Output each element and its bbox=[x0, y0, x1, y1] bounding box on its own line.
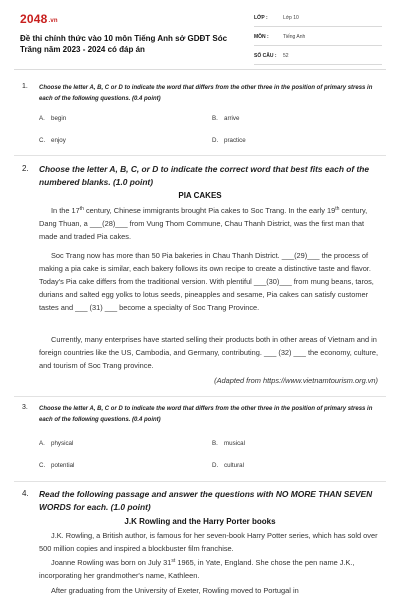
meta-class-row bbox=[254, 12, 382, 27]
question-number: 1. bbox=[22, 83, 28, 90]
document-meta bbox=[254, 12, 382, 69]
meta-key: MÔN : bbox=[254, 34, 269, 40]
header-divider bbox=[14, 69, 386, 70]
option-c[interactable]: C. potential bbox=[39, 462, 75, 469]
question-divider bbox=[14, 155, 386, 156]
passage-paragraph: Soc Trang now has more than 50 Pia bakeries in Chau Thanh District. ___(29)___ the process of making a pia cake is similar, each bakery follows its own recipe to create a distinctive taste and flavor. Today's Pia cake differs from the traditional version. With plentiful ___(30)___ from mung beans, taros, durians and salted egg yolks to lotus seeds, pineapples and sesame, Pia cakes can satisfy customer tastes and ___ (31) ___ become a specialty of Soc Trang Province. bbox=[39, 251, 374, 312]
option-d[interactable]: D. practice bbox=[212, 137, 246, 144]
question-text: Read the following passage and answer the questions with NO MORE THAN SEVEN WORDS for each. (1.0 point) bbox=[39, 489, 373, 512]
meta-subject-row bbox=[254, 31, 382, 46]
option-b[interactable]: B. musical bbox=[212, 440, 245, 447]
question-text: Choose the letter A, B, C or D to indicate the word that differs from the other three in the position of primary stress in each of the following questions. (0.4 point) bbox=[39, 406, 373, 423]
question-text: Choose the letter A, B, C, or D to indicate the correct word that best fits each of the numbered blanks. (1.0 point) bbox=[39, 164, 370, 187]
meta-value: 52 bbox=[283, 53, 289, 59]
page-header bbox=[0, 0, 400, 68]
question-divider bbox=[14, 481, 386, 482]
option-a[interactable]: A. physical bbox=[39, 440, 74, 447]
option-d[interactable]: D. cultural bbox=[212, 462, 244, 469]
question-text: Choose the letter A, B, C or D to indicate the word that differs from the other three in the position of primary stress in each of the following questions. (0.4 point) bbox=[39, 85, 373, 102]
question-number: 2. bbox=[22, 164, 29, 173]
document-title: Đề thi chính thức vào 10 môn Tiếng Anh sở GDĐT Sóc Trăng năm 2023 - 2024 có đáp án bbox=[20, 34, 228, 54]
passage-paragraph: In the 17th century, Chinese immigrants brought Pia cakes to Soc Trang. In the early 19th century, Dang Thuan, a ___(28)___ from Vung Thom Commune, Chau Thanh District, was the first man that made and traded Pia cakes. bbox=[39, 206, 368, 241]
question-divider bbox=[14, 396, 386, 397]
passage-title: PIA CAKES bbox=[178, 191, 222, 200]
meta-count-row bbox=[254, 50, 382, 65]
meta-value: Lớp 10 bbox=[283, 15, 299, 21]
meta-key: SỐ CÂU : bbox=[254, 53, 277, 59]
passage-paragraph: J.K. Rowling, a British author, is famous for her seven-book Harry Potter series, which has sold over 500 million copies and inspired a blockbuster film franchise. bbox=[39, 531, 378, 553]
meta-value: Tiếng Anh bbox=[283, 34, 306, 40]
meta-key: LỚP : bbox=[254, 15, 268, 21]
passage-paragraph: Currently, many enterprises have started selling their products both in other areas of Vietnam and in foreign countries like the US, Cambodia, and Germany, contributing. ___ (32) ___ the economy, culture, and tourism of Soc Trang province. bbox=[39, 335, 379, 370]
passage-paragraph: After graduating from the University of Exeter, Rowling moved to Portugal in bbox=[51, 586, 299, 595]
passage-source: (Adapted from https://www.vietnamtourism.org.vn) bbox=[214, 376, 378, 385]
option-b[interactable]: B. arrive bbox=[212, 115, 240, 122]
passage-title: J.K Rowling and the Harry Porter books bbox=[124, 517, 276, 526]
question-number: 4. bbox=[22, 489, 29, 498]
option-a[interactable]: A. begin bbox=[39, 115, 67, 122]
option-c[interactable]: C. enjoy bbox=[39, 137, 66, 144]
question-number: 3. bbox=[22, 404, 28, 411]
site-logo[interactable]: 2048.vn bbox=[20, 12, 58, 26]
passage-paragraph: Joanne Rowling was born on July 31st 1965, in Yate, England. She chose the pen name J.K., incorporating her grandmother's name, Kathleen. bbox=[39, 558, 355, 580]
